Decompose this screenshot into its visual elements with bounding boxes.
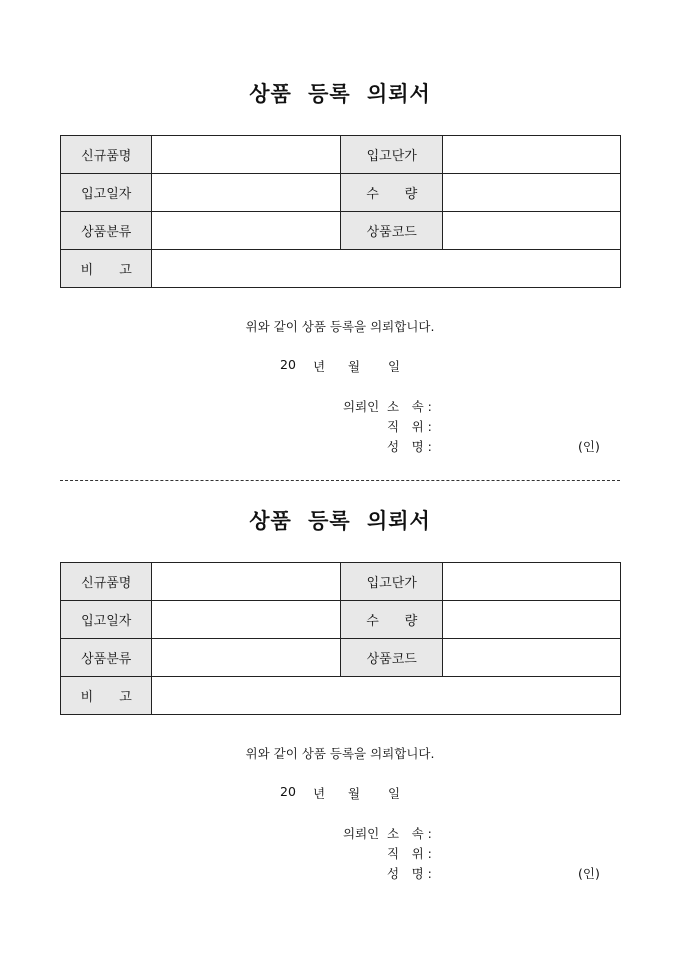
receipt-date-label: 입고일자 (61, 601, 152, 639)
request-statement: 위와 같이 상품 등록을 의뢰합니다. (245, 746, 435, 761)
quantity-field[interactable] (443, 174, 621, 212)
remarks-label: 비 고 (61, 250, 152, 288)
new-item-name-label: 신규품명 (61, 136, 152, 174)
remarks-label: 비 고 (61, 677, 152, 715)
receipt-date-label: 입고일자 (61, 174, 152, 212)
receipt-date-field[interactable] (152, 174, 341, 212)
date-year-prefix: 20 (280, 784, 296, 799)
category-label: 상품분류 (61, 639, 152, 677)
name-label: 성 명 : (387, 866, 432, 881)
quantity-label: 수 량 (341, 174, 443, 212)
remarks-field[interactable] (152, 250, 621, 288)
product-code-label: 상품코드 (341, 212, 443, 250)
product-code-field[interactable] (443, 212, 621, 250)
date-year: 년 (313, 359, 326, 374)
name-label: 성 명 : (387, 439, 432, 454)
category-field[interactable] (152, 212, 341, 250)
seal-mark: (인) (578, 866, 600, 881)
registration-form (0, 427, 680, 881)
date-year: 년 (313, 786, 326, 801)
registration-form (0, 0, 680, 454)
date-month: 월 (348, 359, 361, 374)
unit-price-field[interactable] (443, 563, 621, 601)
date-year-prefix: 20 (280, 357, 296, 372)
date-day: 일 (388, 359, 401, 374)
form-title: 상품 등록 의뢰서 (249, 81, 431, 106)
requester-label: 의뢰인 (343, 399, 380, 414)
new-item-name-label: 신규품명 (61, 563, 152, 601)
affiliation-label: 소 속 : (387, 826, 432, 841)
date-day: 일 (388, 786, 401, 801)
receipt-date-field[interactable] (152, 601, 341, 639)
unit-price-label: 입고단가 (341, 136, 443, 174)
category-label: 상품분류 (61, 212, 152, 250)
request-statement: 위와 같이 상품 등록을 의뢰합니다. (245, 319, 435, 334)
product-code-field[interactable] (443, 639, 621, 677)
unit-price-field[interactable] (443, 136, 621, 174)
unit-price-label: 입고단가 (341, 563, 443, 601)
seal-mark: (인) (578, 439, 600, 454)
form-title: 상품 등록 의뢰서 (249, 508, 431, 533)
new-item-name-field[interactable] (152, 563, 341, 601)
quantity-field[interactable] (443, 601, 621, 639)
position-label: 직 위 : (387, 419, 432, 434)
requester-label: 의뢰인 (343, 826, 380, 841)
new-item-name-field[interactable] (152, 136, 341, 174)
remarks-field[interactable] (152, 677, 621, 715)
product-info-table (60, 135, 621, 288)
product-code-label: 상품코드 (341, 639, 443, 677)
quantity-label: 수 량 (341, 601, 443, 639)
affiliation-label: 소 속 : (387, 399, 432, 414)
position-label: 직 위 : (387, 846, 432, 861)
product-info-table (60, 562, 621, 715)
category-field[interactable] (152, 639, 341, 677)
date-month: 월 (348, 786, 361, 801)
